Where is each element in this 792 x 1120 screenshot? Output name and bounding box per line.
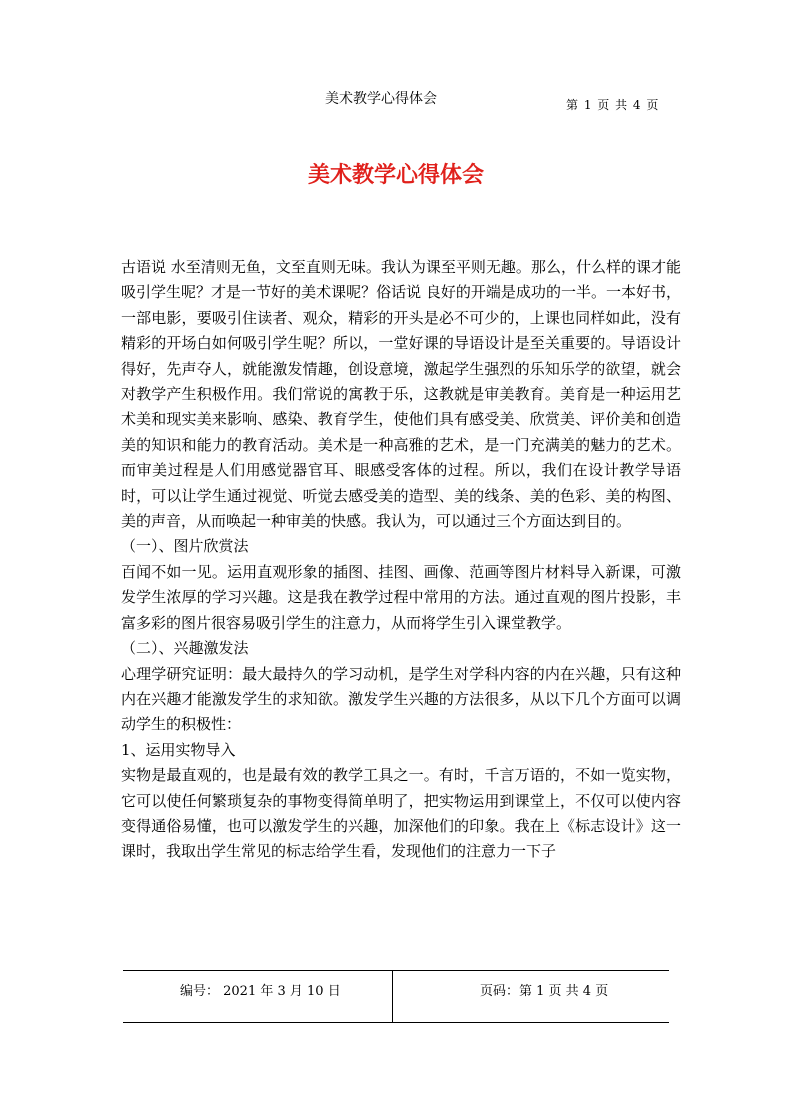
footer-page-number: 页码：第 1 页 共 4 页 [480,984,609,999]
section-heading-1: （一）、图片欣赏法 [121,537,249,556]
paragraph-object-intro: 实物是最直观的，也是最有效的教学工具之一。有时，千言万语的，不如一览实物，它可以使任何繁琐复杂的事物变得简单明了，把实物运用到课堂上，不仅可以使内容变得通俗易懂，也可以激发学生的兴趣，加深他们的印象。我在上《标志设计》这一课时，我取出学生常见的标志给学生看，发现他们的注意力一下子 [121,766,681,861]
document-title: 美术教学心得体会 [307,162,484,188]
footer-divider [392,970,393,1022]
paragraph-intro: 古语说 水至清则无鱼，文至直则无味。我认为课至平则无趣。那么，什么样的课才能吸引学生呢？才是一节好的美术课呢？俗话说 良好的开端是成功的一半。一本好书，一部电影，要吸引住读者、观众，精彩的开头是必不可少的，上课也同样如此，没有精彩的开场白如何吸引学生呢？所以，一堂好课的导语设计是至关重要的。导语设计得好，先声夺人，就能激发情趣，创设意境，激起学生强烈的乐知乐学的欲望，就会对教学产生积极作用。我们常说的寓教于乐，这教就是审美教育。美育是一种运用艺术美和现实美来影响、感染、教育学生，使他们具有感受美、欣赏美、评价美和创造美的知识和能力的教育活动。美术是一种高雅的艺术，是一门充满美的魅力的艺术。而审美过程是人们用感觉器官耳、眼感受客体的过程。所以，我们在设计教学导语时，可以让学生通过视觉、听觉去感受美的造型、美的线条、美的色彩、美的构图、美的声音，从而唤起一种审美的快感。我认为，可以通过三个方面达到目的。 [121,258,681,531]
section-heading-2: （二）、兴趣激发法 [121,639,249,658]
footer-serial-date: 编号： 2021 年 3 月 10 日 [180,984,341,999]
header-title: 美术教学心得体会 [325,91,437,107]
paragraph-picture-method: 百闻不如一见。运用直观形象的插图、挂图、画像、范画等图片材料导入新课，可激发学生浓厚的学习兴趣。这是我在教学过程中常用的方法。通过直观的图片投影，丰富多彩的图片很容易吸引学生的注意力，从而将学生引入课堂教学。 [121,562,681,632]
header-page-info: 第 1 页 共 4 页 [566,98,660,112]
document-body [121,255,681,865]
footer-top-rule [123,970,669,971]
paragraph-interest-method: 心理学研究证明：最大最持久的学习动机，是学生对学科内容的内在兴趣，只有这种内在兴趣才能激发学生的求知欲。激发学生兴趣的方法很多，从以下几个方面可以调动学生的积极性： [121,664,681,734]
subsection-heading-1: 1、运用实物导入 [121,740,236,759]
footer-bottom-rule [123,1022,669,1023]
